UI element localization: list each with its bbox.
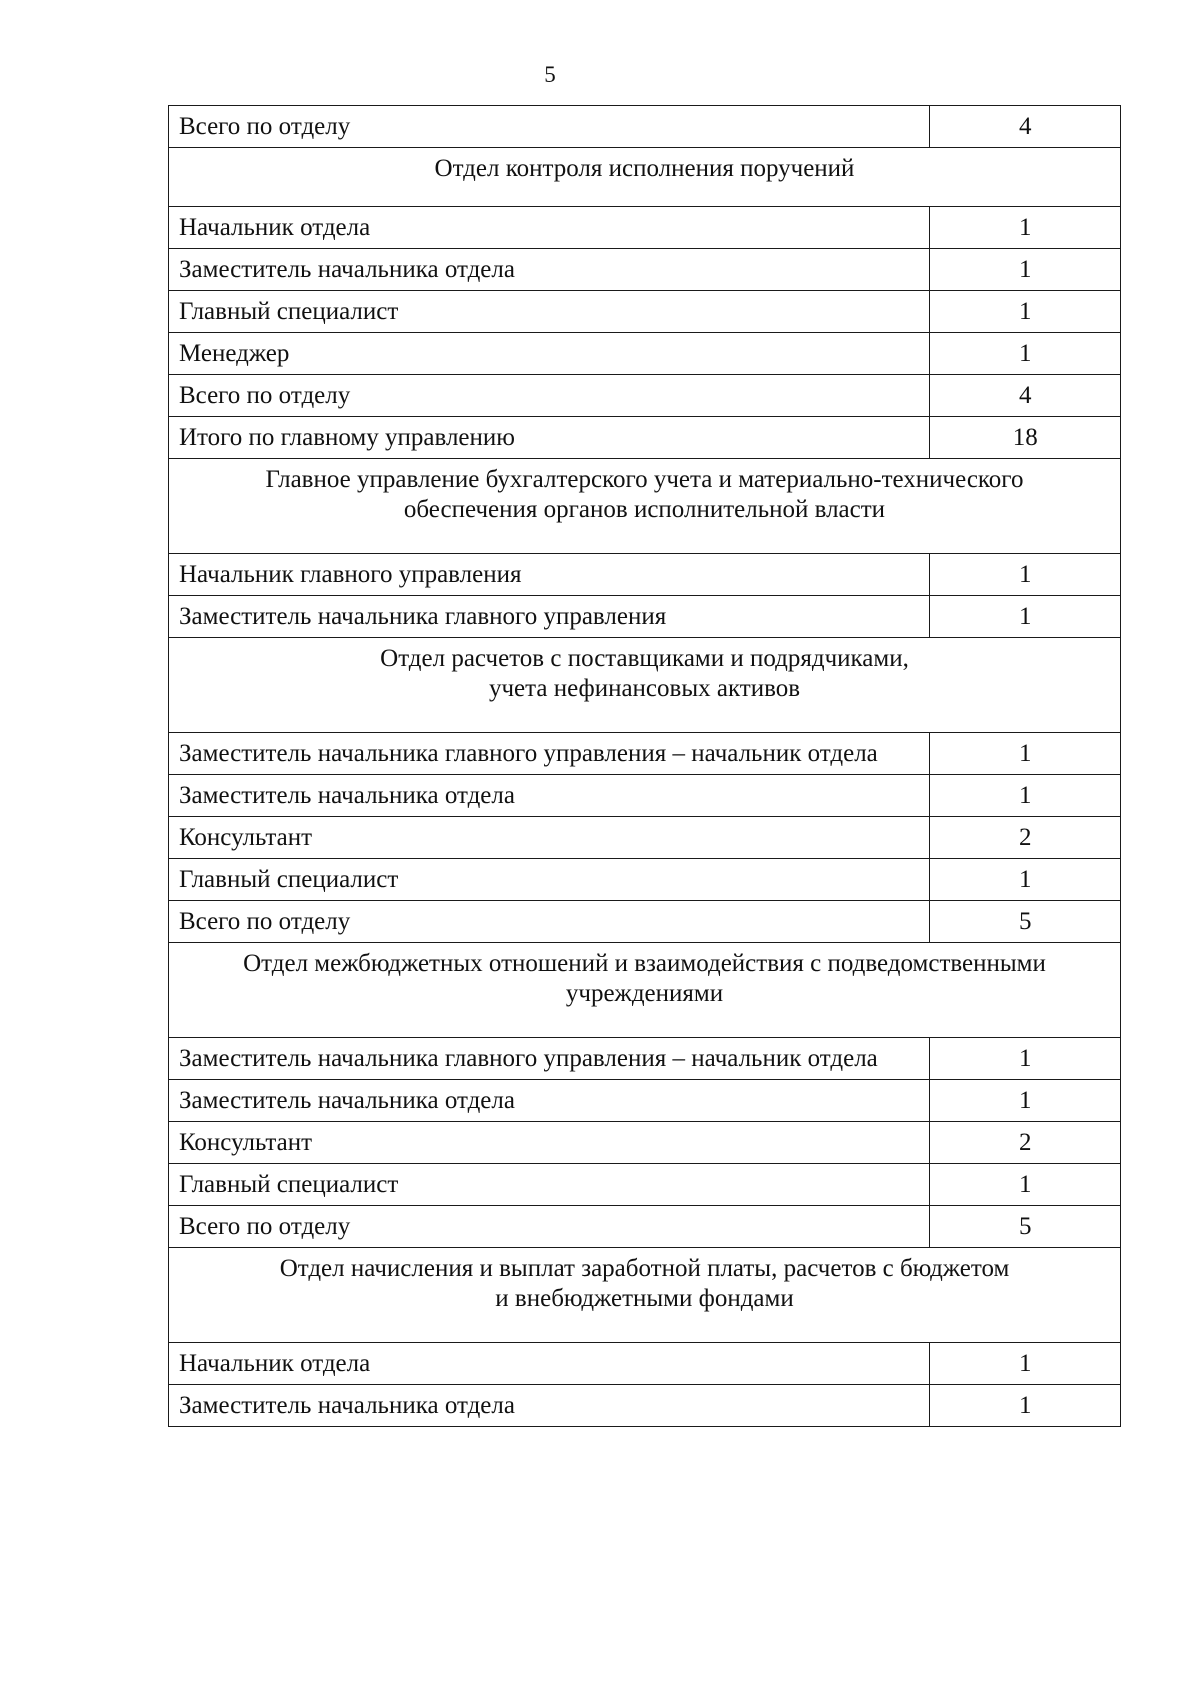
section-title — [169, 638, 1121, 733]
position-count: 2 — [930, 1122, 1121, 1164]
position-count: 1 — [930, 1080, 1121, 1122]
position-count: 1 — [930, 1343, 1121, 1385]
position-count: 1 — [930, 596, 1121, 638]
position-title: Заместитель начальника отдела — [169, 775, 930, 817]
table-row — [169, 1080, 1121, 1122]
position-title: Заместитель начальника отдела — [169, 1385, 930, 1427]
table-row — [169, 596, 1121, 638]
position-title: Главный специалист — [169, 859, 930, 901]
position-title: Начальник отдела — [169, 207, 930, 249]
position-title: Заместитель начальника главного управления – начальник отдела — [169, 733, 930, 775]
position-title: Всего по отделу — [169, 901, 930, 943]
section-header-row — [169, 459, 1121, 554]
section-title-line: Отдел межбюджетных отношений и взаимодействия с подведомственными — [243, 950, 1046, 977]
section-title-line: обеспечения органов исполнительной власти — [403, 496, 886, 523]
staffing-table — [168, 105, 1121, 1427]
position-count: 5 — [930, 1206, 1121, 1248]
position-count: 1 — [930, 1164, 1121, 1206]
section-title-line: Отдел начисления и выплат заработной платы, расчетов с бюджетом — [279, 1255, 1010, 1282]
table-row — [169, 1385, 1121, 1427]
position-title: Заместитель начальника главного управления — [169, 596, 930, 638]
table-row — [169, 733, 1121, 775]
position-count: 1 — [930, 1038, 1121, 1080]
section-title — [169, 148, 1121, 207]
section-title-line: учреждениями — [565, 980, 724, 1007]
section-title-line: Отдел расчетов с поставщиками и подрядчиками, — [380, 645, 909, 672]
position-count: 4 — [930, 106, 1121, 148]
position-count: 4 — [930, 375, 1121, 417]
position-title: Всего по отделу — [169, 106, 930, 148]
position-count: 1 — [930, 733, 1121, 775]
section-title-line: учета нефинансовых активов — [488, 675, 801, 702]
position-count: 1 — [930, 249, 1121, 291]
section-title-line: Отдел контроля исполнения поручений — [434, 155, 855, 182]
position-title: Заместитель начальника отдела — [169, 1080, 930, 1122]
position-title: Итого по главному управлению — [169, 417, 930, 459]
table-row — [169, 291, 1121, 333]
position-count: 1 — [930, 333, 1121, 375]
section-title-line: и внебюджетными фондами — [495, 1285, 794, 1312]
position-count: 5 — [930, 901, 1121, 943]
table-row — [169, 817, 1121, 859]
table-row — [169, 1343, 1121, 1385]
position-title: Начальник отдела — [169, 1343, 930, 1385]
section-header-row — [169, 148, 1121, 207]
position-title: Консультант — [169, 1122, 930, 1164]
position-count: 18 — [930, 417, 1121, 459]
table-row — [169, 1206, 1121, 1248]
position-title: Главный специалист — [169, 1164, 930, 1206]
table-row — [169, 1038, 1121, 1080]
position-count: 1 — [930, 554, 1121, 596]
position-title: Всего по отделу — [169, 375, 930, 417]
page-number: 5 — [544, 62, 556, 87]
table-row — [169, 1122, 1121, 1164]
position-count: 2 — [930, 817, 1121, 859]
table-row — [169, 775, 1121, 817]
section-header-row — [169, 943, 1121, 1038]
table-row — [169, 106, 1121, 148]
position-count: 1 — [930, 1385, 1121, 1427]
table-row — [169, 417, 1121, 459]
section-title — [169, 943, 1121, 1038]
table-row — [169, 859, 1121, 901]
position-count: 1 — [930, 775, 1121, 817]
table-row — [169, 901, 1121, 943]
position-title: Главный специалист — [169, 291, 930, 333]
section-title-line: Главное управление бухгалтерского учета и материально-технического — [265, 466, 1024, 493]
position-count: 1 — [930, 859, 1121, 901]
position-title: Консультант — [169, 817, 930, 859]
table-row — [169, 1164, 1121, 1206]
position-count: 1 — [930, 207, 1121, 249]
position-title: Всего по отделу — [169, 1206, 930, 1248]
position-title: Заместитель начальника отдела — [169, 249, 930, 291]
position-title: Менеджер — [169, 333, 930, 375]
table-row — [169, 249, 1121, 291]
table-row — [169, 375, 1121, 417]
section-header-row — [169, 1248, 1121, 1343]
table-row — [169, 333, 1121, 375]
position-title: Начальник главного управления — [169, 554, 930, 596]
table-row — [169, 554, 1121, 596]
table-row — [169, 207, 1121, 249]
section-title — [169, 1248, 1121, 1343]
section-title — [169, 459, 1121, 554]
position-count: 1 — [930, 291, 1121, 333]
section-header-row — [169, 638, 1121, 733]
position-title: Заместитель начальника главного управления – начальник отдела — [169, 1038, 930, 1080]
